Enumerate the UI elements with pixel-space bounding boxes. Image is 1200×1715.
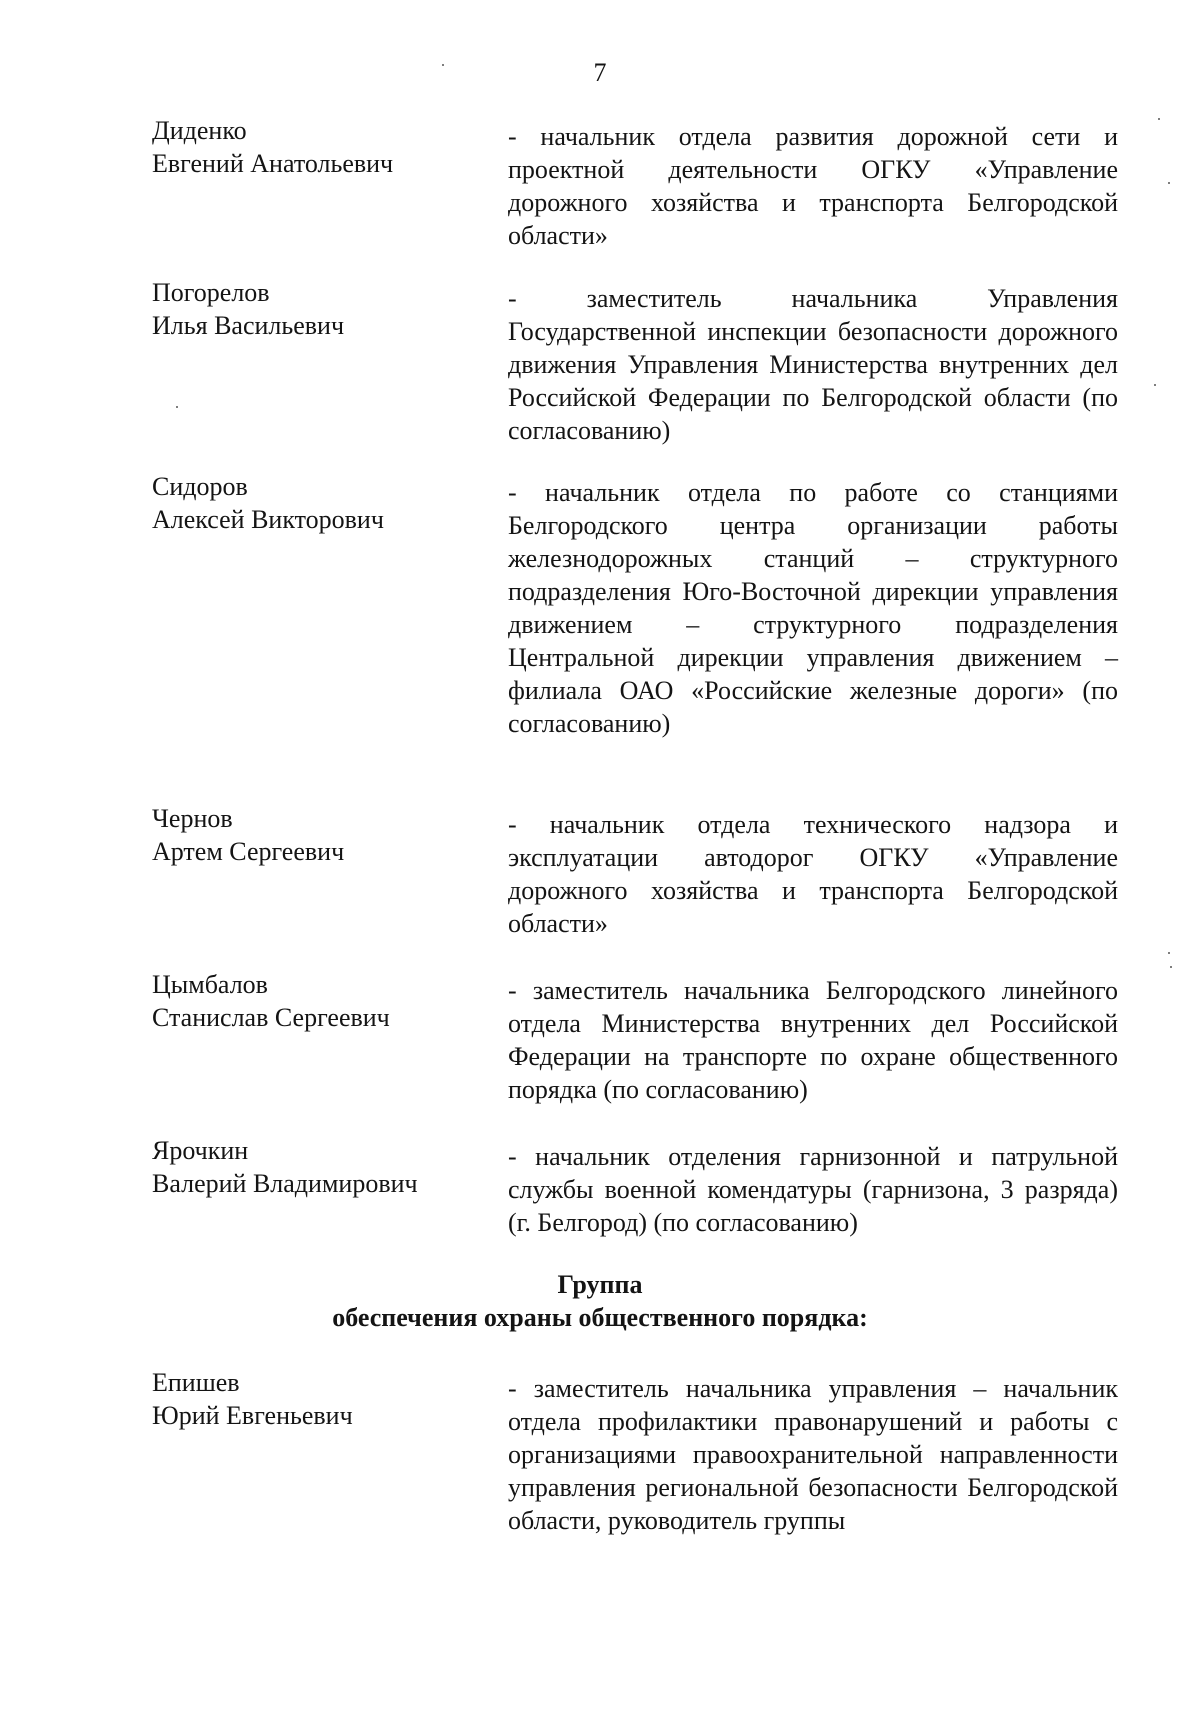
- member-surname: Сидоров: [152, 472, 248, 501]
- member-name: [152, 276, 482, 342]
- member-surname: Ярочкин: [152, 1136, 249, 1165]
- scan-speck: [1170, 966, 1172, 968]
- scan-speck: [1158, 118, 1160, 120]
- member-role: - начальник отдела по работе со станциями Белгородского центра организации работы железнодорожных станций – структурного подразделения Юго-Восточной дирекции управления движением – структурного подразделения Центральной дирекции управления движением – филиала ОАО «Российские железные дороги» (по согласованию): [508, 478, 1118, 738]
- member-role: - заместитель начальника управления – начальник отдела профилактики правонарушений и работы с организациями правоохранительной направленности управления региональной безопасности Белгородской области, руководитель группы: [508, 1374, 1118, 1535]
- member-given-names: Артем Сергеевич: [152, 837, 345, 866]
- member-given-names: Илья Васильевич: [152, 311, 345, 340]
- member-name: [152, 470, 482, 536]
- scan-speck: [1154, 384, 1156, 386]
- member-surname: Погорелов: [152, 278, 270, 307]
- member-name: [152, 968, 482, 1034]
- section-heading: [0, 1268, 1200, 1334]
- scan-speck: [1168, 182, 1170, 184]
- section-heading-line2: обеспечения охраны общественного порядка:: [332, 1303, 868, 1332]
- member-surname: Диденко: [152, 116, 247, 145]
- member-name: [152, 1134, 482, 1200]
- member-role: - начальник отделения гарнизонной и патрульной службы военной комендатуры (гарнизона, 3 разряда) (г. Белгород) (по согласованию): [508, 1142, 1118, 1237]
- member-given-names: Евгений Анатольевич: [152, 149, 394, 178]
- member-role: - заместитель начальника Белгородского линейного отдела Министерства внутренних дел Российской Федерации на транспорте по охране общественного порядка (по согласованию): [508, 976, 1118, 1104]
- member-given-names: Юрий Евгеньевич: [152, 1401, 353, 1430]
- member-role: - начальник отдела технического надзора и эксплуатации автодорог ОГКУ «Управление дорожного хозяйства и транспорта Белгородской области»: [508, 810, 1118, 938]
- member-role: - начальник отдела развития дорожной сети и проектной деятельности ОГКУ «Управление дорожного хозяйства и транспорта Белгородской области»: [508, 122, 1118, 250]
- member-surname: Цымбалов: [152, 970, 268, 999]
- scan-speck: [442, 64, 444, 66]
- scan-speck: [1168, 952, 1170, 954]
- member-given-names: Алексей Викторович: [152, 505, 384, 534]
- member-name: [152, 114, 482, 180]
- member-name: [152, 1366, 482, 1432]
- member-name: [152, 802, 482, 868]
- page-number: 7: [593, 58, 607, 87]
- member-surname: Епишев: [152, 1368, 240, 1397]
- member-given-names: Станислав Сергеевич: [152, 1003, 390, 1032]
- member-role: - заместитель начальника Управления Государственной инспекции безопасности дорожного движения Управления Министерства внутренних дел Российской Федерации по Белгородской области (по согласованию): [508, 284, 1118, 445]
- section-heading-line1: Группа: [557, 1270, 643, 1299]
- scan-speck: [176, 406, 178, 408]
- member-surname: Чернов: [152, 804, 233, 833]
- member-given-names: Валерий Владимирович: [152, 1169, 418, 1198]
